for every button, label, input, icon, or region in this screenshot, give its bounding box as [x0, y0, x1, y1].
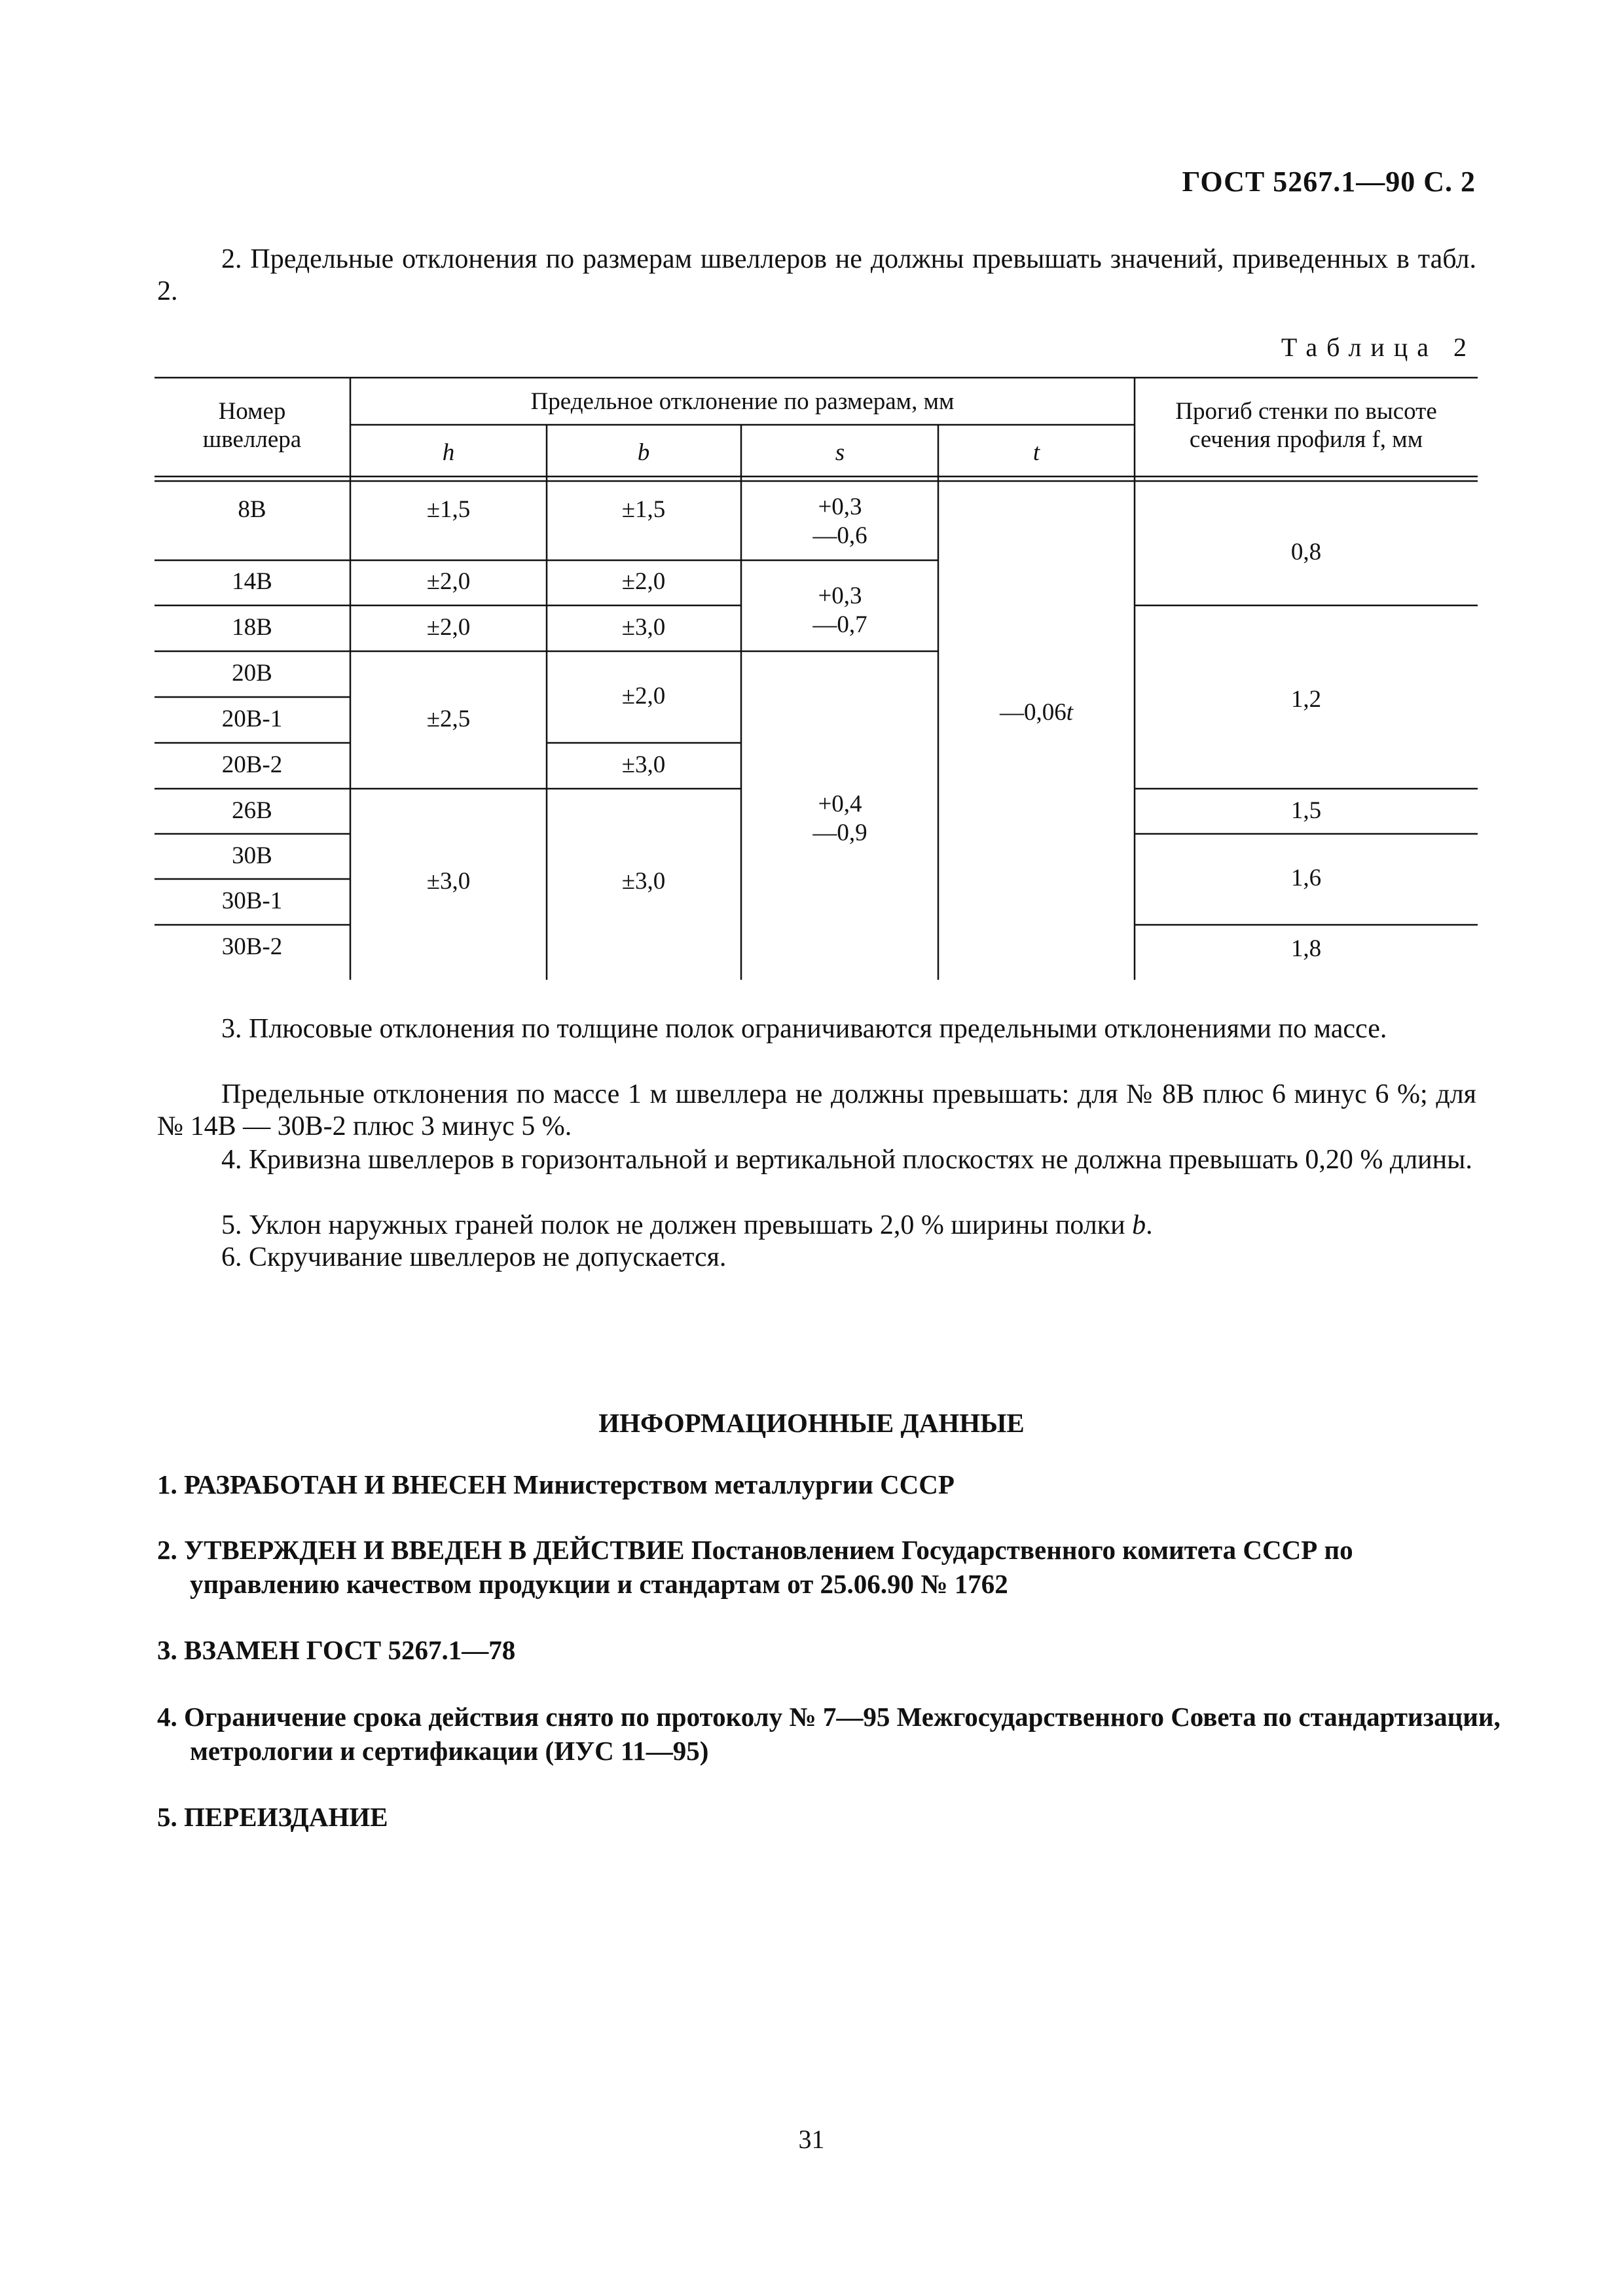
cell-t: —0,06t — [999, 699, 1074, 726]
cell-h: ±2,5 — [426, 706, 471, 732]
cell-s-plus: +0,4 — [818, 791, 862, 817]
cell-b: ±3,0 — [621, 614, 666, 641]
row-label: 30В-1 — [221, 888, 283, 914]
cell-h: ±2,0 — [426, 568, 471, 595]
page-header: ГОСТ 5267.1—90 С. 2 — [1182, 166, 1476, 198]
cell-f: 1,5 — [1290, 797, 1322, 824]
cell-b: ±2,0 — [621, 683, 666, 709]
header-h: h — [442, 439, 455, 466]
row-label: 30В-2 — [221, 933, 283, 960]
row-label: 20В-2 — [221, 751, 283, 778]
cell-b: ±1,5 — [621, 496, 666, 523]
paragraph-mass: Предельные отклонения по массе 1 м швеллера не должны превышать: для № 8В плюс 6 минус 6 %; для № 14В — 30В-2 плюс 3 минус 5 %. — [157, 1079, 1476, 1141]
info-item-2: 2. УТВЕРЖДЕН И ВВЕДЕН В ДЕЙСТВИЕ Постановлением Государственного комитета СССР по управлению качеством продукции и стандартам от 25.06.90 № 1762 — [157, 1535, 1353, 1599]
header-deflection-line2: сечения профиля f, мм — [1189, 426, 1423, 453]
header-deviation-group: Предельное отклонение по размерам, мм — [530, 388, 955, 415]
table-grid — [155, 378, 1478, 980]
cell-b: ±2,0 — [621, 568, 666, 595]
header-s: s — [835, 439, 845, 466]
row-label: 30В — [232, 842, 272, 869]
header-number-line1: Номер — [218, 398, 286, 425]
paragraph-5: 5. Уклон наружных граней полок не должен превышать 2,0 % ширины полки b. — [221, 1210, 1153, 1240]
header-t: t — [1032, 439, 1040, 466]
table-caption: Таблица 2 — [1281, 332, 1476, 362]
cell-h: ±1,5 — [426, 496, 471, 523]
row-label: 18В — [232, 614, 272, 641]
page-number: 31 — [798, 2125, 825, 2154]
paragraph-4: 4. Кривизна швеллеров в горизонтальной и вертикальной плоскостях не должна превышать 0,20 % длины. — [221, 1145, 1472, 1175]
cell-f: 0,8 — [1290, 539, 1322, 565]
row-label: 20В-1 — [221, 706, 283, 732]
row-label: 20В — [232, 660, 272, 687]
cell-h: ±3,0 — [426, 868, 471, 895]
header-b: b — [637, 439, 650, 466]
cell-s-plus: +0,3 — [818, 583, 862, 609]
cell-b: ±3,0 — [621, 868, 666, 895]
cell-s-minus: —0,6 — [812, 522, 867, 549]
info-item-4: 4. Ограничение срока действия снято по протоколу № 7—95 Межгосударственного Совета по стандартизации, метрологии и сертификации (ИУС 11—95) — [157, 1702, 1501, 1766]
row-label: 8В — [238, 496, 266, 523]
cell-s-minus: —0,7 — [812, 611, 867, 638]
cell-f: 1,2 — [1290, 686, 1322, 713]
cell-b: ±3,0 — [621, 751, 666, 778]
info-title: ИНФОРМАЦИОННЫЕ ДАННЫЕ — [598, 1408, 1025, 1438]
info-item-1: 1. РАЗРАБОТАН И ВНЕСЕН Министерством металлургии СССР — [157, 1469, 955, 1499]
header-deflection-line1: Прогиб стенки по высоте — [1175, 398, 1437, 425]
paragraph-6: 6. Скручивание швеллеров не допускается. — [221, 1242, 727, 1272]
intro-paragraph: 2. Предельные отклонения по размерам швеллеров не должны превышать значений, приведенных в табл. 2. — [157, 244, 1476, 306]
row-label: 14В — [232, 568, 272, 595]
cell-s-minus: —0,9 — [812, 819, 867, 846]
cell-h: ±2,0 — [426, 614, 471, 641]
row-label: 26В — [232, 797, 272, 824]
header-number-line2: швеллера — [202, 426, 302, 453]
cell-f: 1,8 — [1290, 935, 1322, 962]
row-labels — [222, 496, 283, 960]
info-item-3: 3. ВЗАМЕН ГОСТ 5267.1—78 — [157, 1635, 516, 1665]
info-item-5: 5. ПЕРЕИЗДАНИЕ — [157, 1802, 388, 1832]
paragraph-3: 3. Плюсовые отклонения по толщине полок ограничиваются предельными отклонениями по массе. — [221, 1014, 1387, 1044]
cell-f: 1,6 — [1290, 865, 1322, 891]
cell-s-plus: +0,3 — [818, 493, 862, 520]
